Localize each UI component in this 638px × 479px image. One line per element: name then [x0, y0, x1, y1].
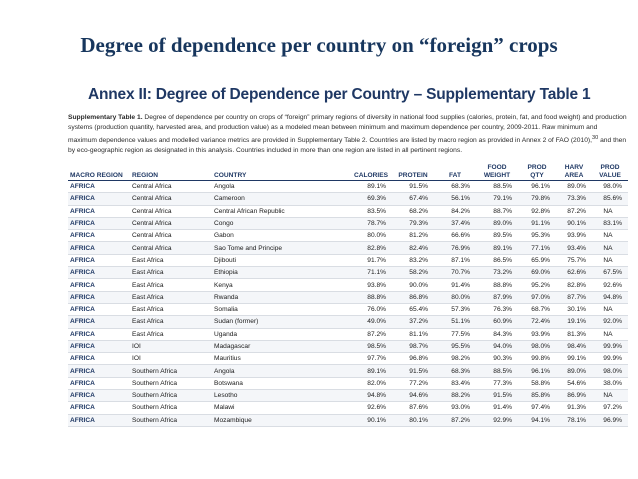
- cell-fat: 68.3%: [434, 181, 476, 193]
- cell-calories: 71.1%: [350, 267, 392, 279]
- cell-harv-area: 78.1%: [556, 414, 592, 426]
- cell-protein: 91.5%: [392, 365, 434, 377]
- cell-region: East Africa: [130, 291, 212, 303]
- cell-fat: 57.3%: [434, 303, 476, 315]
- cell-region: East Africa: [130, 267, 212, 279]
- cell-prod-value: 92.6%: [592, 279, 628, 291]
- cell-prod-value: NA: [592, 230, 628, 242]
- cell-calories: 83.5%: [350, 205, 392, 217]
- cell-prod-value: NA: [592, 328, 628, 340]
- cell-prod-value: 98.0%: [592, 365, 628, 377]
- table-header-row: [68, 161, 628, 181]
- cell-prod-qty: 96.1%: [518, 365, 556, 377]
- cell-country: Kenya: [212, 279, 350, 291]
- cell-fat: 98.2%: [434, 353, 476, 365]
- cell-country: Mozambique: [212, 414, 350, 426]
- cell-prod-value: 85.6%: [592, 193, 628, 205]
- table-row: [68, 193, 628, 205]
- table-row: [68, 242, 628, 254]
- cell-fat: 76.9%: [434, 242, 476, 254]
- caption-footnote: 30: [592, 135, 599, 141]
- cell-prod-qty: 65.9%: [518, 254, 556, 266]
- cell-macro-region: AFRICA: [68, 365, 130, 377]
- cell-protein: 58.2%: [392, 267, 434, 279]
- cell-calories: 82.0%: [350, 377, 392, 389]
- cell-country: Sudan (former): [212, 316, 350, 328]
- cell-prod-qty: 72.4%: [518, 316, 556, 328]
- cell-food-weight: 94.0%: [476, 340, 518, 352]
- cell-macro-region: AFRICA: [68, 340, 130, 352]
- header-food-weight: FOOD WEIGHT: [476, 161, 518, 181]
- cell-prod-value: 98.0%: [592, 181, 628, 193]
- cell-country: Botswana: [212, 377, 350, 389]
- cell-harv-area: 73.3%: [556, 193, 592, 205]
- cell-prod-value: NA: [592, 254, 628, 266]
- cell-country: Mauritius: [212, 353, 350, 365]
- cell-food-weight: 87.9%: [476, 291, 518, 303]
- cell-prod-qty: 95.2%: [518, 279, 556, 291]
- cell-macro-region: AFRICA: [68, 353, 130, 365]
- cell-food-weight: 89.5%: [476, 230, 518, 242]
- cell-protein: 83.2%: [392, 254, 434, 266]
- cell-country: Cameroon: [212, 193, 350, 205]
- cell-calories: 49.0%: [350, 316, 392, 328]
- cell-macro-region: AFRICA: [68, 414, 130, 426]
- cell-prod-value: 99.9%: [592, 340, 628, 352]
- cell-protein: 65.4%: [392, 303, 434, 315]
- cell-food-weight: 91.5%: [476, 390, 518, 402]
- cell-calories: 90.1%: [350, 414, 392, 426]
- cell-fat: 37.4%: [434, 217, 476, 229]
- cell-country: Sao Tome and Principe: [212, 242, 350, 254]
- cell-prod-qty: 94.1%: [518, 414, 556, 426]
- header-fat: FAT: [434, 161, 476, 181]
- cell-calories: 69.3%: [350, 193, 392, 205]
- cell-region: Central Africa: [130, 217, 212, 229]
- header-region: REGION: [130, 161, 212, 181]
- cell-protein: 81.2%: [392, 230, 434, 242]
- cell-harv-area: 89.0%: [556, 181, 592, 193]
- cell-macro-region: AFRICA: [68, 193, 130, 205]
- table-row: [68, 291, 628, 303]
- table-row: [68, 267, 628, 279]
- table-row: [68, 279, 628, 291]
- cell-macro-region: AFRICA: [68, 181, 130, 193]
- cell-food-weight: 89.1%: [476, 242, 518, 254]
- cell-prod-value: NA: [592, 303, 628, 315]
- cell-region: Central Africa: [130, 242, 212, 254]
- cell-country: Uganda: [212, 328, 350, 340]
- cell-protein: 91.5%: [392, 181, 434, 193]
- table-row: [68, 414, 628, 426]
- header-prod-qty: PROD QTY: [518, 161, 556, 181]
- cell-prod-qty: 95.3%: [518, 230, 556, 242]
- cell-country: Gabon: [212, 230, 350, 242]
- cell-prod-qty: 96.1%: [518, 181, 556, 193]
- cell-fat: 80.0%: [434, 291, 476, 303]
- cell-prod-value: NA: [592, 242, 628, 254]
- cell-country: Somalia: [212, 303, 350, 315]
- cell-fat: 88.2%: [434, 390, 476, 402]
- cell-macro-region: AFRICA: [68, 230, 130, 242]
- cell-food-weight: 89.0%: [476, 217, 518, 229]
- cell-country: Madagascar: [212, 340, 350, 352]
- header-protein: PROTEIN: [392, 161, 434, 181]
- cell-region: IOI: [130, 353, 212, 365]
- caption-text-1: Degree of dependence per country on crops of “foreign” primary regions of diversity in national food supplies (calories, protein, fat, and food weight) and production systems (production quantity, harvested area, and production value) as a modeled mean between minimum and maximum dependence per country, 2009-2011. Raw minimum and maximum dependence values and modelled variance metrics are provided in Supplementary Table 2. Countries are listed by macro region as provided in Annex 2 of FAO (2010),: [68, 114, 627, 145]
- cell-fat: 95.5%: [434, 340, 476, 352]
- cell-country: Congo: [212, 217, 350, 229]
- cell-prod-value: 83.1%: [592, 217, 628, 229]
- cell-prod-qty: 97.4%: [518, 402, 556, 414]
- cell-harv-area: 91.3%: [556, 402, 592, 414]
- table-row: [68, 328, 628, 340]
- cell-prod-qty: 92.8%: [518, 205, 556, 217]
- cell-prod-value: 97.2%: [592, 402, 628, 414]
- table-body: [68, 181, 628, 427]
- cell-food-weight: 77.3%: [476, 377, 518, 389]
- cell-region: Southern Africa: [130, 414, 212, 426]
- cell-country: Rwanda: [212, 291, 350, 303]
- cell-calories: 98.5%: [350, 340, 392, 352]
- cell-protein: 67.4%: [392, 193, 434, 205]
- cell-region: Central Africa: [130, 193, 212, 205]
- cell-country: Angola: [212, 365, 350, 377]
- annex-title: Annex II: Degree of Dependence per Country – Supplementary Table 1: [88, 86, 591, 103]
- cell-food-weight: 91.4%: [476, 402, 518, 414]
- cell-food-weight: 76.3%: [476, 303, 518, 315]
- cell-calories: 97.7%: [350, 353, 392, 365]
- cell-harv-area: 90.1%: [556, 217, 592, 229]
- cell-protein: 77.2%: [392, 377, 434, 389]
- cell-prod-value: NA: [592, 390, 628, 402]
- cell-prod-qty: 91.1%: [518, 217, 556, 229]
- cell-macro-region: AFRICA: [68, 267, 130, 279]
- header-prod-value: PROD VALUE: [592, 161, 628, 181]
- cell-region: Central Africa: [130, 230, 212, 242]
- cell-region: Central Africa: [130, 181, 212, 193]
- cell-macro-region: AFRICA: [68, 377, 130, 389]
- cell-country: Angola: [212, 181, 350, 193]
- table-row: [68, 377, 628, 389]
- cell-protein: 86.8%: [392, 291, 434, 303]
- cell-food-weight: 88.8%: [476, 279, 518, 291]
- table-row: [68, 340, 628, 352]
- header-country: COUNTRY: [212, 161, 350, 181]
- cell-fat: 93.0%: [434, 402, 476, 414]
- slide-title: Degree of dependence per country on “foreign” crops: [80, 33, 558, 57]
- cell-region: Southern Africa: [130, 377, 212, 389]
- table-row: [68, 316, 628, 328]
- cell-calories: 89.1%: [350, 365, 392, 377]
- cell-harv-area: 62.6%: [556, 267, 592, 279]
- cell-region: East Africa: [130, 279, 212, 291]
- cell-macro-region: AFRICA: [68, 254, 130, 266]
- cell-region: Central Africa: [130, 205, 212, 217]
- cell-fat: 87.2%: [434, 414, 476, 426]
- header-macro-region: MACRO REGION: [68, 161, 130, 181]
- cell-fat: 84.2%: [434, 205, 476, 217]
- cell-prod-value: 94.8%: [592, 291, 628, 303]
- cell-macro-region: AFRICA: [68, 328, 130, 340]
- cell-prod-value: 38.0%: [592, 377, 628, 389]
- cell-harv-area: 99.1%: [556, 353, 592, 365]
- cell-country: Lesotho: [212, 390, 350, 402]
- caption-lead: Supplementary Table 1.: [68, 114, 143, 121]
- cell-prod-qty: 93.9%: [518, 328, 556, 340]
- cell-country: Central African Republic: [212, 205, 350, 217]
- cell-prod-value: 92.0%: [592, 316, 628, 328]
- cell-macro-region: AFRICA: [68, 279, 130, 291]
- cell-prod-qty: 77.1%: [518, 242, 556, 254]
- cell-protein: 79.3%: [392, 217, 434, 229]
- cell-protein: 96.8%: [392, 353, 434, 365]
- cell-food-weight: 79.1%: [476, 193, 518, 205]
- cell-macro-region: AFRICA: [68, 217, 130, 229]
- cell-fat: 68.3%: [434, 365, 476, 377]
- cell-macro-region: AFRICA: [68, 291, 130, 303]
- table-row: [68, 402, 628, 414]
- cell-fat: 56.1%: [434, 193, 476, 205]
- cell-region: East Africa: [130, 303, 212, 315]
- cell-region: Southern Africa: [130, 365, 212, 377]
- caption-text-2: and then by eco-geographic region as designated in this analysis. Countries included in more than one region are listed in all pertinent regions.: [68, 137, 627, 155]
- cell-region: Southern Africa: [130, 390, 212, 402]
- header-harv-area: HARV AREA: [556, 161, 592, 181]
- cell-calories: 78.7%: [350, 217, 392, 229]
- cell-macro-region: AFRICA: [68, 242, 130, 254]
- cell-harv-area: 54.6%: [556, 377, 592, 389]
- cell-protein: 68.2%: [392, 205, 434, 217]
- cell-protein: 90.0%: [392, 279, 434, 291]
- cell-calories: 82.8%: [350, 242, 392, 254]
- cell-region: East Africa: [130, 254, 212, 266]
- cell-protein: 87.6%: [392, 402, 434, 414]
- cell-region: IOI: [130, 340, 212, 352]
- cell-prod-qty: 85.8%: [518, 390, 556, 402]
- cell-prod-qty: 97.0%: [518, 291, 556, 303]
- cell-calories: 76.0%: [350, 303, 392, 315]
- dependence-table: [68, 161, 628, 427]
- cell-macro-region: AFRICA: [68, 390, 130, 402]
- table-row: [68, 365, 628, 377]
- cell-protein: 94.6%: [392, 390, 434, 402]
- cell-calories: 89.1%: [350, 181, 392, 193]
- cell-harv-area: 93.4%: [556, 242, 592, 254]
- cell-fat: 83.4%: [434, 377, 476, 389]
- cell-country: Ethiopia: [212, 267, 350, 279]
- cell-harv-area: 87.7%: [556, 291, 592, 303]
- cell-prod-qty: 99.8%: [518, 353, 556, 365]
- cell-calories: 92.6%: [350, 402, 392, 414]
- cell-food-weight: 60.9%: [476, 316, 518, 328]
- cell-harv-area: 30.1%: [556, 303, 592, 315]
- cell-macro-region: AFRICA: [68, 205, 130, 217]
- cell-protein: 37.2%: [392, 316, 434, 328]
- cell-region: Southern Africa: [130, 402, 212, 414]
- cell-food-weight: 90.3%: [476, 353, 518, 365]
- cell-macro-region: AFRICA: [68, 303, 130, 315]
- cell-harv-area: 98.4%: [556, 340, 592, 352]
- cell-fat: 87.1%: [434, 254, 476, 266]
- cell-region: East Africa: [130, 328, 212, 340]
- cell-fat: 91.4%: [434, 279, 476, 291]
- cell-country: Malawi: [212, 402, 350, 414]
- cell-macro-region: AFRICA: [68, 402, 130, 414]
- cell-calories: 91.7%: [350, 254, 392, 266]
- cell-fat: 66.6%: [434, 230, 476, 242]
- cell-food-weight: 86.5%: [476, 254, 518, 266]
- cell-food-weight: 88.5%: [476, 365, 518, 377]
- cell-prod-qty: 69.0%: [518, 267, 556, 279]
- cell-fat: 70.7%: [434, 267, 476, 279]
- cell-food-weight: 88.5%: [476, 181, 518, 193]
- cell-macro-region: AFRICA: [68, 316, 130, 328]
- cell-prod-value: 96.9%: [592, 414, 628, 426]
- cell-prod-qty: 58.8%: [518, 377, 556, 389]
- cell-protein: 81.1%: [392, 328, 434, 340]
- cell-harv-area: 81.3%: [556, 328, 592, 340]
- table-row: [68, 181, 628, 193]
- cell-calories: 88.8%: [350, 291, 392, 303]
- table-row: [68, 217, 628, 229]
- cell-harv-area: 87.2%: [556, 205, 592, 217]
- cell-fat: 51.1%: [434, 316, 476, 328]
- table-row: [68, 390, 628, 402]
- cell-fat: 77.5%: [434, 328, 476, 340]
- cell-food-weight: 92.9%: [476, 414, 518, 426]
- cell-region: East Africa: [130, 316, 212, 328]
- cell-protein: 82.4%: [392, 242, 434, 254]
- cell-calories: 94.8%: [350, 390, 392, 402]
- cell-harv-area: 86.9%: [556, 390, 592, 402]
- cell-protein: 98.7%: [392, 340, 434, 352]
- cell-calories: 80.0%: [350, 230, 392, 242]
- cell-prod-qty: 68.7%: [518, 303, 556, 315]
- cell-calories: 93.8%: [350, 279, 392, 291]
- cell-food-weight: 73.2%: [476, 267, 518, 279]
- table-row: [68, 205, 628, 217]
- table-row: [68, 254, 628, 266]
- table-row: [68, 353, 628, 365]
- table-row: [68, 303, 628, 315]
- cell-prod-value: 99.9%: [592, 353, 628, 365]
- cell-prod-value: NA: [592, 205, 628, 217]
- cell-harv-area: 89.0%: [556, 365, 592, 377]
- cell-calories: 87.2%: [350, 328, 392, 340]
- cell-harv-area: 82.8%: [556, 279, 592, 291]
- table-row: [68, 230, 628, 242]
- cell-prod-qty: 79.8%: [518, 193, 556, 205]
- cell-prod-qty: 98.0%: [518, 340, 556, 352]
- header-calories: CALORIES: [350, 161, 392, 181]
- cell-food-weight: 84.3%: [476, 328, 518, 340]
- cell-harv-area: 19.1%: [556, 316, 592, 328]
- table-caption: [68, 113, 628, 156]
- cell-country: Djibouti: [212, 254, 350, 266]
- cell-prod-value: 67.5%: [592, 267, 628, 279]
- cell-food-weight: 88.7%: [476, 205, 518, 217]
- cell-harv-area: 93.9%: [556, 230, 592, 242]
- cell-harv-area: 75.7%: [556, 254, 592, 266]
- cell-protein: 80.1%: [392, 414, 434, 426]
